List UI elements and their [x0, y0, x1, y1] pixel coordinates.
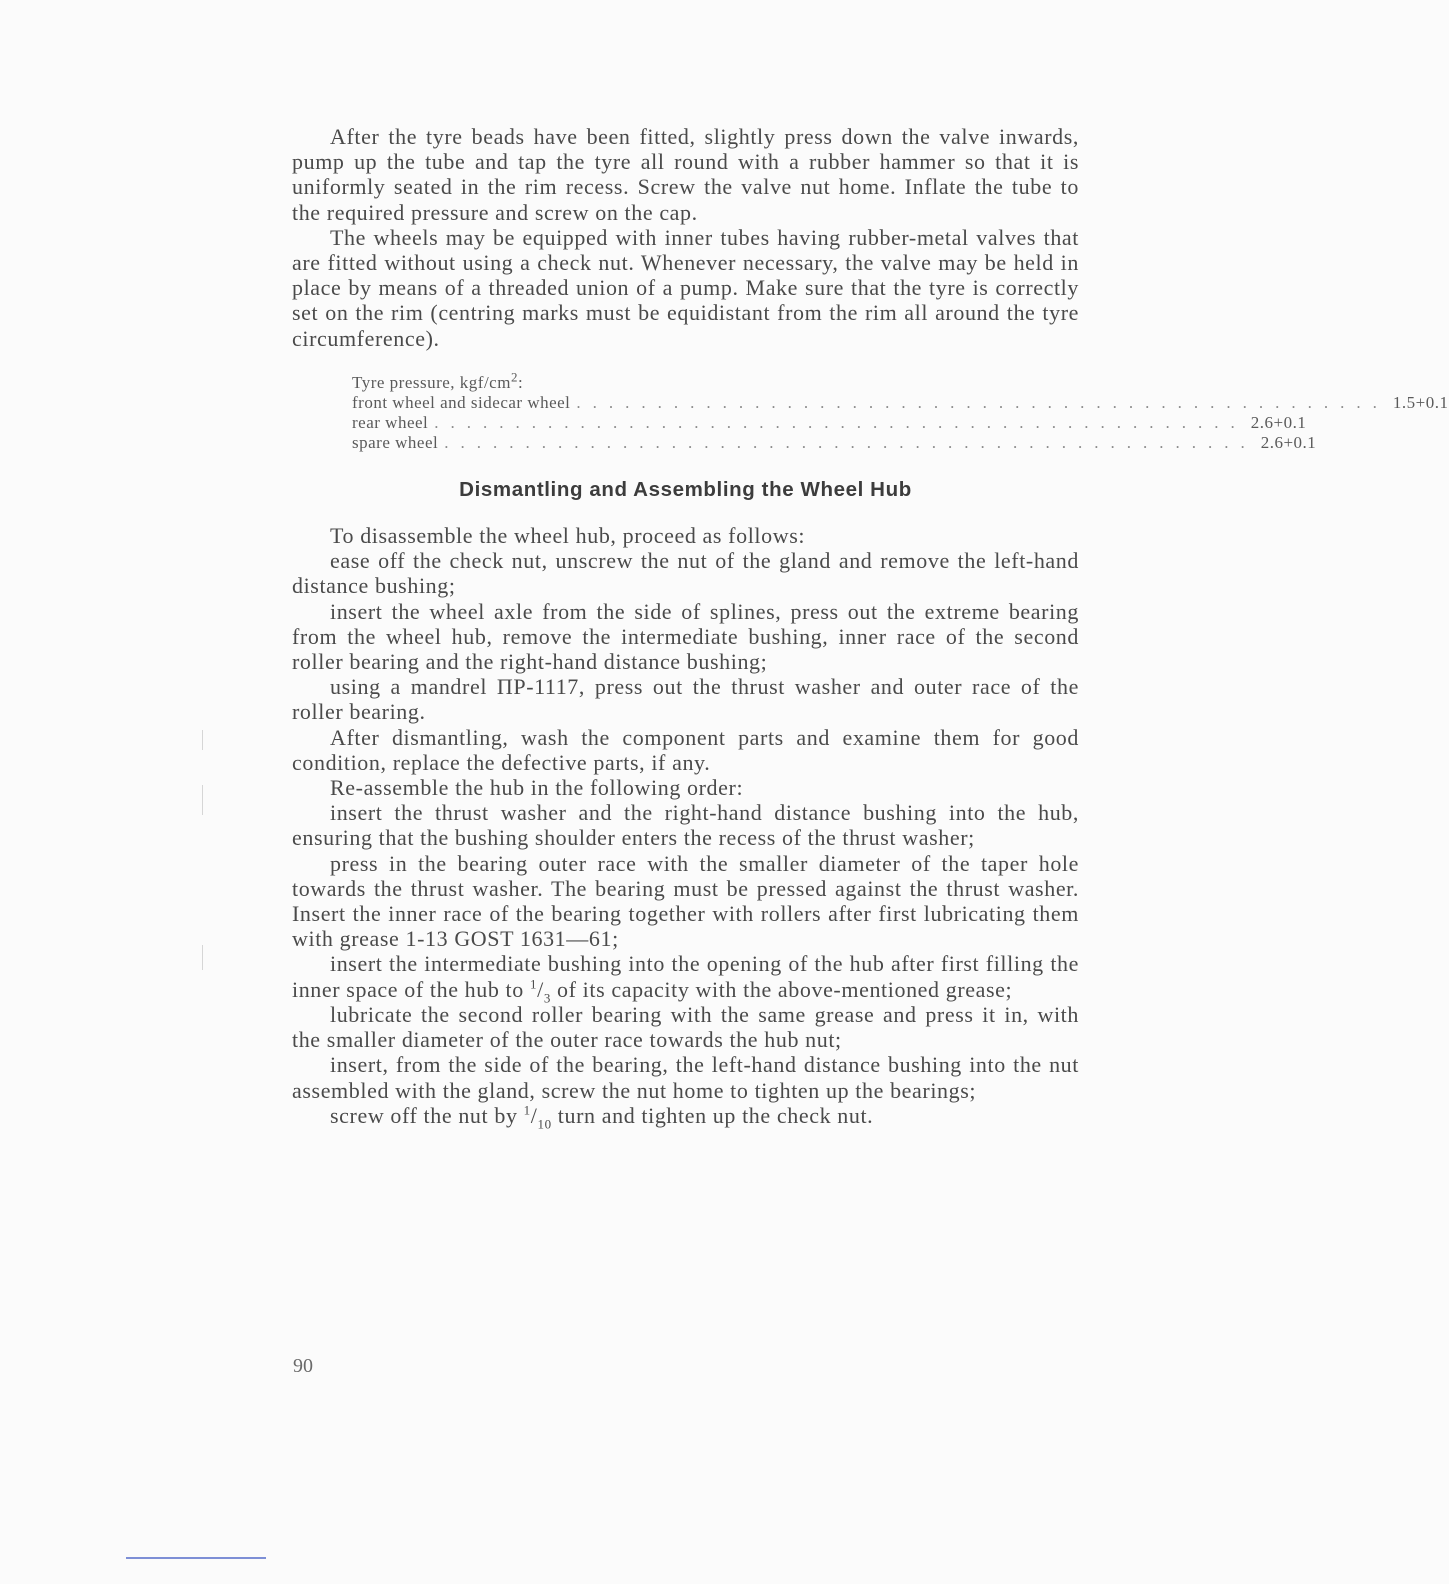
tyre-pressure-table [352, 369, 1449, 453]
page-number: 90 [293, 1355, 313, 1377]
table-caption [352, 369, 1020, 393]
paragraph: The wheels may be equipped with inner tubes having rubber-metal valves that are fitted without using a check nut. Whenever necessary, the valve may be held in place by means of a threaded union of a pump. Make sure that the tyre is correctly set on the rim (centring marks must be equidistant from the rim all around the tyre circumference). [292, 224, 1079, 351]
paragraph: lubricate the second roller bearing with the same grease and press it in, with the smaller diameter of the outer race towards the hub nut; [292, 1001, 1079, 1053]
paragraph: ease off the check nut, unscrew the nut of the gland and remove the left-hand distance bushing; [292, 548, 1079, 599]
paragraph: insert the thrust washer and the right-hand distance bushing into the hub, ensuring that the bushing shoulder enters the recess of the thrust washer; [292, 800, 1079, 851]
paragraph: After dismantling, wash the component parts and examine them for good condition, replace the defective parts, if any. [292, 724, 1079, 775]
text-run: screw off the nut by [330, 1102, 524, 1128]
row-label: spare wheel [352, 432, 439, 452]
table-caption-suffix: : [517, 372, 524, 392]
paragraph: insert, from the side of the bearing, the left-hand distance bushing into the nut assembled with the gland, screw the nut home to tighten up the bearings; [292, 1052, 1079, 1103]
margin-mark-1 [202, 730, 203, 750]
fraction-numerator: 1 [529, 976, 538, 992]
text-run: turn and tighten up the check nut. [551, 1102, 874, 1128]
table-row [352, 432, 1317, 453]
text-run: of its capacity with the above-mentioned grease; [550, 976, 1013, 1002]
row-value: 2.6+0.1 [1250, 412, 1307, 432]
row-label: front wheel and sidecar wheel [352, 392, 571, 412]
table-caption-text: Tyre pressure, kgf/cm [352, 372, 511, 392]
margin-mark-3 [202, 945, 203, 970]
paragraph: using a mandrel ПР-1117, press out the thrust washer and outer race of the roller bearing. [292, 674, 1079, 725]
dot-leader: .................................................. [444, 432, 1257, 452]
page-body [292, 124, 1449, 1132]
row-label: rear wheel [352, 412, 429, 432]
row-value: 2.6+0.1 [1260, 432, 1317, 452]
margin-mark-2 [202, 785, 203, 815]
footer-rule [126, 1557, 266, 1559]
paragraph-with-fraction: insert the intermediate bushing into the opening of the hub after first filling the inner space of the hub to $^1/_3$ of its capacity with the above-mentioned grease; [292, 951, 1079, 1006]
dot-leader: .................................................. [434, 412, 1247, 432]
section-heading: Dismantling and Assembling the Wheel Hub [459, 477, 912, 501]
table-caption-superscript: 2 [510, 369, 518, 385]
paragraph: After the tyre beads have been fitted, slightly press down the valve inwards, pump up the tube and tap the tyre all round with a rubber hammer so that it is uniformly seated in the rim recess. Screw the valve nut home. Inflate the tube to the required pressure and screw on the cap. [292, 124, 1079, 225]
paragraph: To disassemble the wheel hub, proceed as follows: [330, 523, 806, 549]
paragraph-with-fraction: screw off the nut by $^1/_{10}$ turn and tighten up the check nut. [330, 1102, 874, 1132]
fraction-numerator: 1 [523, 1102, 531, 1118]
paragraph: insert the wheel axle from the side of splines, press out the extreme bearing from the wheel hub, remove the intermediate bushing, inner race of the second roller bearing and the right-hand distance bushing; [292, 598, 1079, 675]
text-run: insert the intermediate bushing into the opening of the hub after first filling the inner space of the hub to [292, 951, 1079, 1002]
table-row [352, 392, 1449, 413]
paragraph: press in the bearing outer race with the smaller diameter of the taper hole towards the thrust washer. The bearing must be pressed against the thrust washer. Insert the inner race of the bearing together with rollers after first lubricating them with grease 1-13 GOST 1631—61; [292, 850, 1079, 952]
table-row [352, 412, 1307, 433]
row-value: 1.5+0.1 [1392, 392, 1449, 412]
dot-leader: .................................................. [576, 392, 1389, 412]
fraction-denominator: 3 [543, 990, 551, 1006]
fraction-denominator: 10 [537, 1116, 552, 1132]
paragraph: Re-assemble the hub in the following order: [330, 775, 744, 801]
